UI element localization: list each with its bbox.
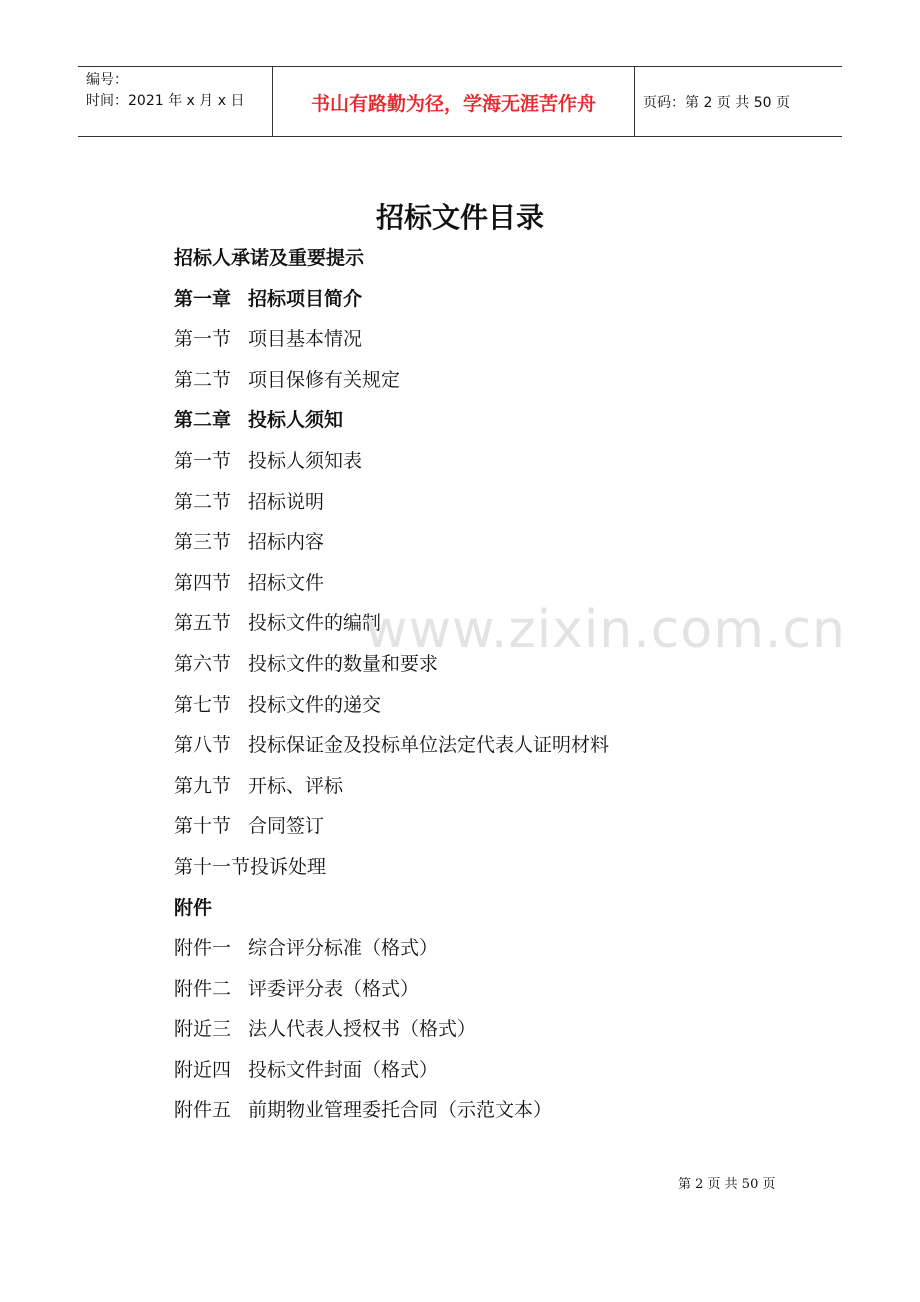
toc-item-title: 项目保修有关规定 [248,368,401,391]
toc-item [174,690,794,731]
toc-item-title: 招标人承诺及重要提示 [174,247,365,269]
toc-item [174,811,794,852]
toc-item-title: 法人代表人授权书（格式） [248,1018,477,1041]
watermark: www.zixin.com.cn [365,600,846,660]
toc-item-title: 投标保证金及投标单位法定代表人证明材料 [248,734,610,757]
toc-item [174,405,794,446]
toc-item-title: 综合评分标准（格式） [248,937,439,960]
toc-item-number: 第十一节 [174,855,251,878]
header-meta-cell [78,67,273,136]
toc-item-number: 附近四 [174,1058,232,1081]
toc-item-title: 附件 [174,896,213,919]
toc-item-number: 第二节 [174,490,232,513]
toc-item [174,974,794,1015]
header-motto-cell [273,67,635,136]
toc-item-title: 投诉处理 [250,855,327,878]
toc-item-number: 附件二 [174,977,232,1000]
toc-item [174,243,794,284]
toc-item [174,527,794,568]
toc-item [174,487,794,528]
toc-item-title: 投标人须知表 [248,449,363,472]
toc-item-number: 附件一 [174,937,232,960]
toc-item-title: 招标文件 [248,571,325,594]
toc-item [174,1055,794,1096]
toc-item [174,893,794,934]
toc-item [174,771,794,812]
toc-item-number: 第二节 [174,368,232,391]
toc-item-title: 投标文件的递交 [248,693,382,716]
header-page-info: 页码：第 2 页 共 50 页 [643,95,790,111]
toc-item-number: 第八节 [174,734,232,757]
document-time-label: 时间：2021 年 x 月 x 日 [86,93,245,109]
toc-item-title: 招标说明 [248,490,325,513]
toc-item [174,933,794,974]
toc-item [174,1014,794,1055]
toc-item-number: 第三节 [174,531,232,554]
toc-item-number: 第一章 [174,287,232,310]
toc-item [174,730,794,771]
toc-item-title: 合同签订 [248,815,325,838]
toc-item-title: 招标项目简介 [248,287,363,310]
header-motto: 书山有路勤为径，学海无涯苦作舟 [310,93,596,115]
toc-item-number: 第十节 [174,815,232,838]
toc-item [174,446,794,487]
document-title: 招标文件目录 [375,201,544,234]
toc-item-title: 招标内容 [248,531,325,554]
toc-item-title: 评委评分表（格式） [248,977,420,1000]
page-header [78,66,842,137]
toc-item-number: 附件五 [174,1099,232,1122]
document-number-label: 编号： [86,72,128,88]
toc-item-title: 投标文件的编制 [248,612,382,635]
toc-item-number: 第一节 [174,328,232,351]
toc-item-number: 第九节 [174,774,232,797]
toc-item-number: 第四节 [174,571,232,594]
toc-item [174,284,794,325]
toc-item-title: 投标人须知 [248,409,344,432]
toc-item-title: 投标文件封面（格式） [248,1058,439,1081]
toc-item [174,1095,794,1136]
toc-item-title: 项目基本情况 [248,328,363,351]
toc-item-number: 第六节 [174,652,232,675]
toc-item-title: 投标文件的数量和要求 [248,652,439,675]
header-page-cell [635,67,842,136]
table-of-contents [174,243,794,1136]
toc-item [174,365,794,406]
toc-item-title: 前期物业管理委托合同（示范文本） [248,1099,553,1122]
toc-item-number: 第二章 [174,409,232,432]
page-footer: 第 2 页 共 50 页 [678,1177,776,1192]
toc-item-number: 第一节 [174,449,232,472]
toc-item [174,324,794,365]
toc-item-title: 开标、评标 [248,774,344,797]
toc-item-number: 附近三 [174,1018,232,1041]
toc-item-number: 第七节 [174,693,232,716]
toc-item-number: 第五节 [174,612,232,635]
toc-item [174,852,794,893]
